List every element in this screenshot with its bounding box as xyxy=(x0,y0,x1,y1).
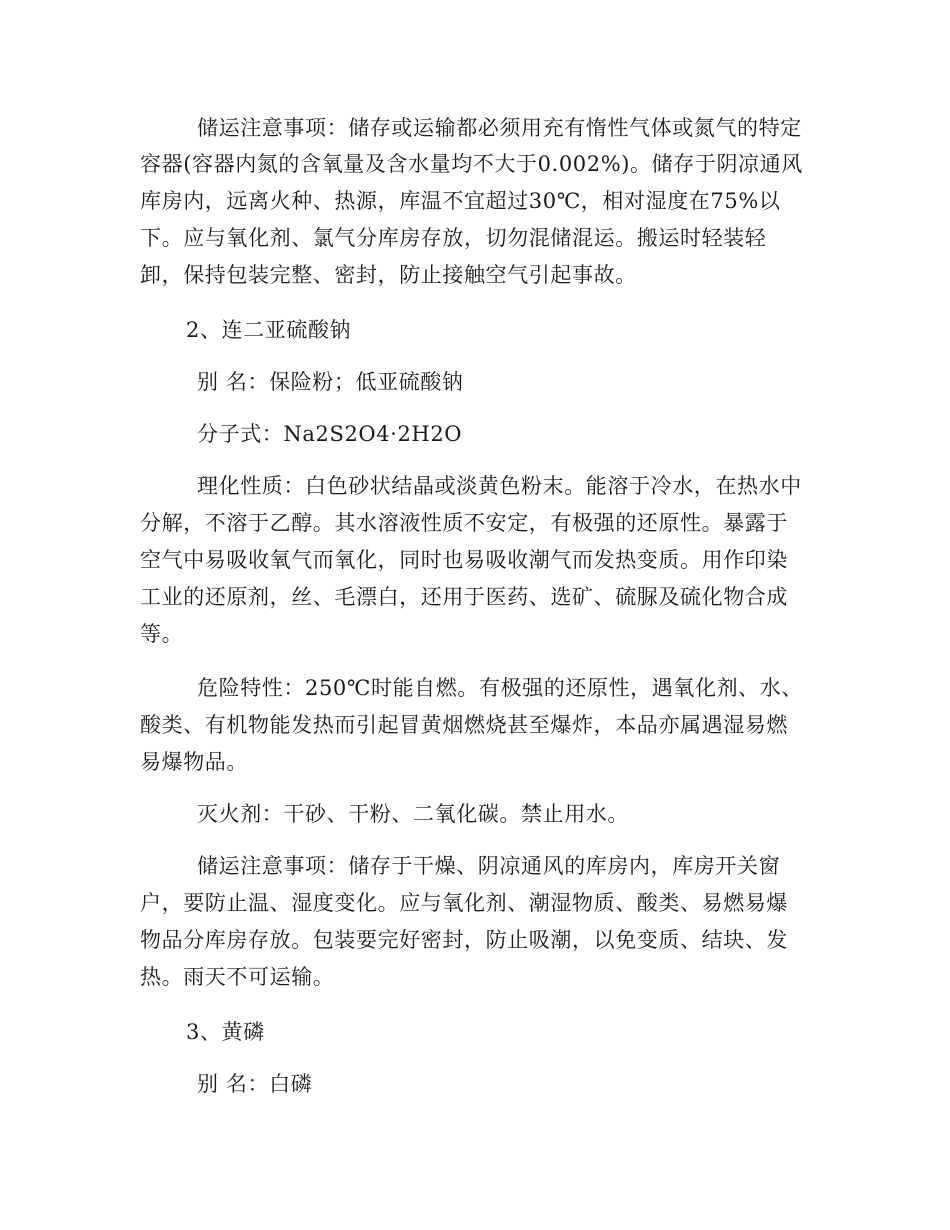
paragraph-line: 储运注意事项：储存或运输都必须用充有惰性气体或氮气的特定 xyxy=(197,116,802,140)
alias-line: 别 名：白磷 xyxy=(197,1072,313,1096)
paragraph-line: 易爆物品。 xyxy=(140,750,248,774)
paragraph-line: 物品分库房存放。包装要完好密封，防止吸潮，以免变质、结块、发 xyxy=(140,928,788,952)
paragraph-line: 工业的还原剂，丝、毛漂白，还用于医药、选矿、硫脲及硫化物合成 xyxy=(140,585,788,609)
formula-line: 分子式：Na2S2O4·2H2O xyxy=(197,422,463,446)
alias-line: 别 名：保险粉；低亚硫酸钠 xyxy=(197,370,464,394)
paragraph-line: 容器(容器内氮的含氧量及含水量均不大于0.002%)。储存于阴凉通风 xyxy=(140,152,803,176)
paragraph-line: 户，要防止温、湿度变化。应与氧化剂、潮湿物质、酸类、易燃易爆 xyxy=(140,891,788,915)
paragraph-line: 等。 xyxy=(140,622,184,646)
section-heading: 3、黄磷 xyxy=(186,1020,265,1044)
paragraph-line: 理化性质：白色砂状结晶或淡黄色粉末。能溶于冷水，在热水中 xyxy=(197,474,802,498)
section-heading: 2、连二亚硫酸钠 xyxy=(186,318,352,342)
paragraph-line: 热。雨天不可运输。 xyxy=(140,965,335,989)
paragraph-line: 库房内，远离火种、热源，库温不宜超过30℃，相对湿度在75%以 xyxy=(140,189,781,213)
paragraph-line: 储运注意事项：储存于干燥、阴凉通风的库房内，库房开关窗 xyxy=(197,854,781,878)
paragraph-line: 卸，保持包装完整、密封，防止接触空气引起事故。 xyxy=(140,263,637,287)
paragraph-line: 空气中易吸收氧气而氧化，同时也易吸收潮气而发热变质。用作印染 xyxy=(140,548,788,572)
paragraph-line: 下。应与氧化剂、氯气分库房存放，切勿混储混运。搬运时轻装轻 xyxy=(140,226,767,250)
paragraph-line: 危险特性：250℃时能自燃。有极强的还原性，遇氧化剂、水、 xyxy=(197,676,803,700)
paragraph-line: 酸类、有机物能发热而引起冒黄烟燃烧甚至爆炸，本品亦属遇湿易燃 xyxy=(140,713,788,737)
extinguisher-line: 灭火剂：干砂、干粉、二氧化碳。禁止用水。 xyxy=(197,802,629,826)
paragraph-line: 分解，不溶于乙醇。其水溶液性质不安定，有极强的还原性。暴露于 xyxy=(140,511,788,535)
